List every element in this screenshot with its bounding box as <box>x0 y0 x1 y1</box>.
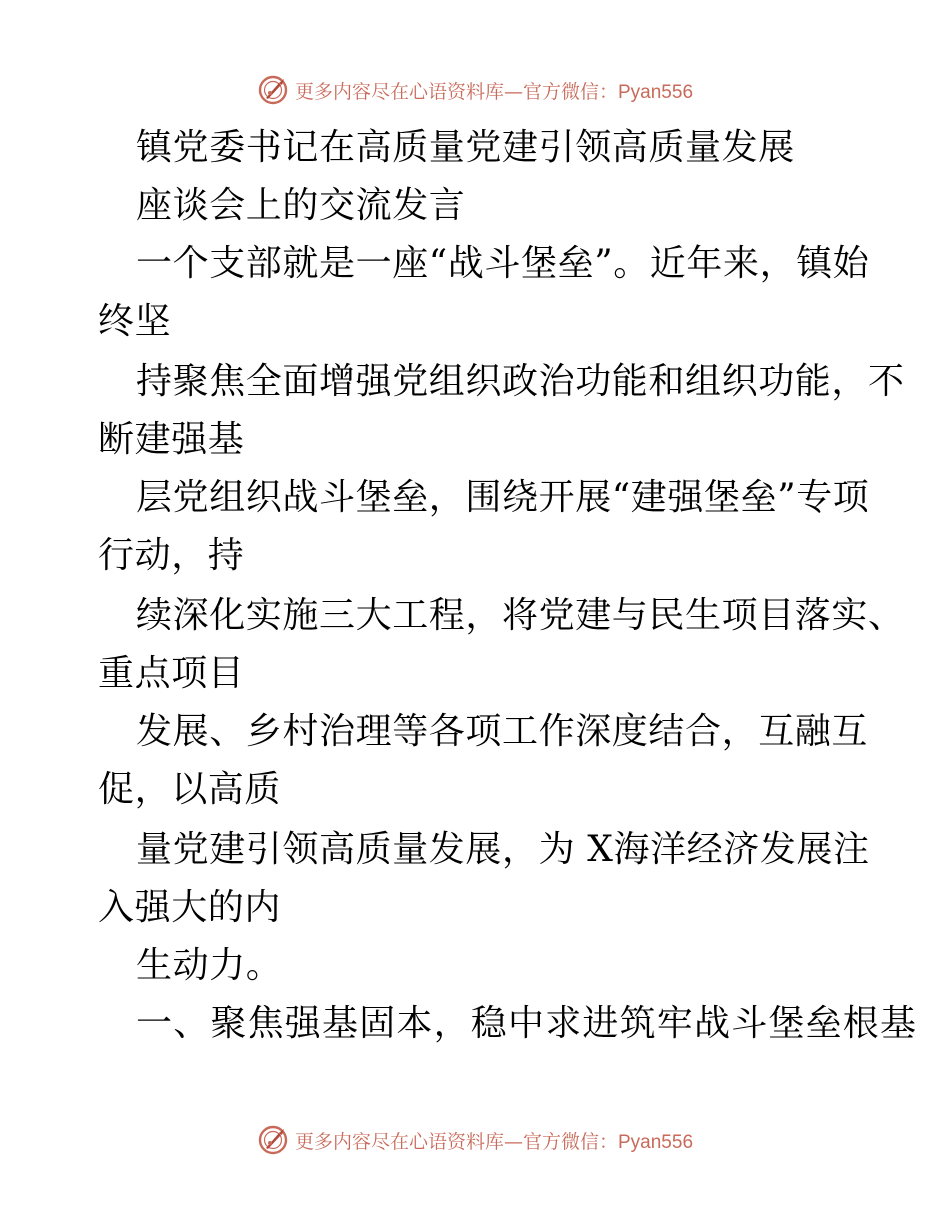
paragraph-line: 续深化实施三大工程，将党建与民生项目落实、 <box>136 595 905 636</box>
title-line-2: 座谈会上的交流发言 <box>136 185 466 226</box>
header-watermark <box>0 70 950 110</box>
watermark-site-name: 更多内容尽在心语资料库 <box>294 80 504 103</box>
watermark-wechat-label: 官方微信： <box>522 80 618 103</box>
paragraph-line: 重点项目 <box>98 653 245 694</box>
watermark-site-name: 更多内容尽在心语资料库 <box>294 1130 504 1153</box>
paragraph-line: 层党组织战斗堡垒，围绕开展“建强堡垒”专项 <box>136 477 870 518</box>
watermark-separator: — <box>503 1130 523 1153</box>
paragraph-line: 一个支部就是一座“战斗堡垒”。近年来，镇始 <box>136 243 870 284</box>
paragraph-line: 发展、乡村治理等各项工作深度结合，互融互 <box>136 711 869 752</box>
paragraph-line: 断建强基 <box>98 419 245 460</box>
watermark-wechat-id: Pyan556 <box>618 81 694 103</box>
paragraph-line: 持聚焦全面增强党组织政治功能和组织功能，不 <box>136 361 905 402</box>
watermark-wechat-label: 官方微信： <box>522 1130 618 1153</box>
section-heading: 一、聚焦强基固本，稳中求进筑牢战斗堡垒根基 <box>136 1003 918 1044</box>
footer-watermark <box>0 1120 950 1160</box>
paragraph-line: 入强大的内 <box>98 887 282 928</box>
quill-seal-icon <box>257 1124 289 1156</box>
quill-seal-icon <box>257 74 289 106</box>
paragraph-line: 促，以高质 <box>98 769 282 810</box>
title-line-1: 镇党委书记在高质量党建引领高质量发展 <box>136 127 795 168</box>
watermark-separator: — <box>503 80 523 103</box>
paragraph-line: 生动力。 <box>136 945 283 986</box>
paragraph-line: 量党建引领高质量发展，为 X海洋经济发展注 <box>136 829 870 870</box>
paragraph-line: 行动，持 <box>98 535 245 576</box>
watermark-wechat-id: Pyan556 <box>618 1131 694 1153</box>
paragraph-line: 终坚 <box>98 301 172 342</box>
